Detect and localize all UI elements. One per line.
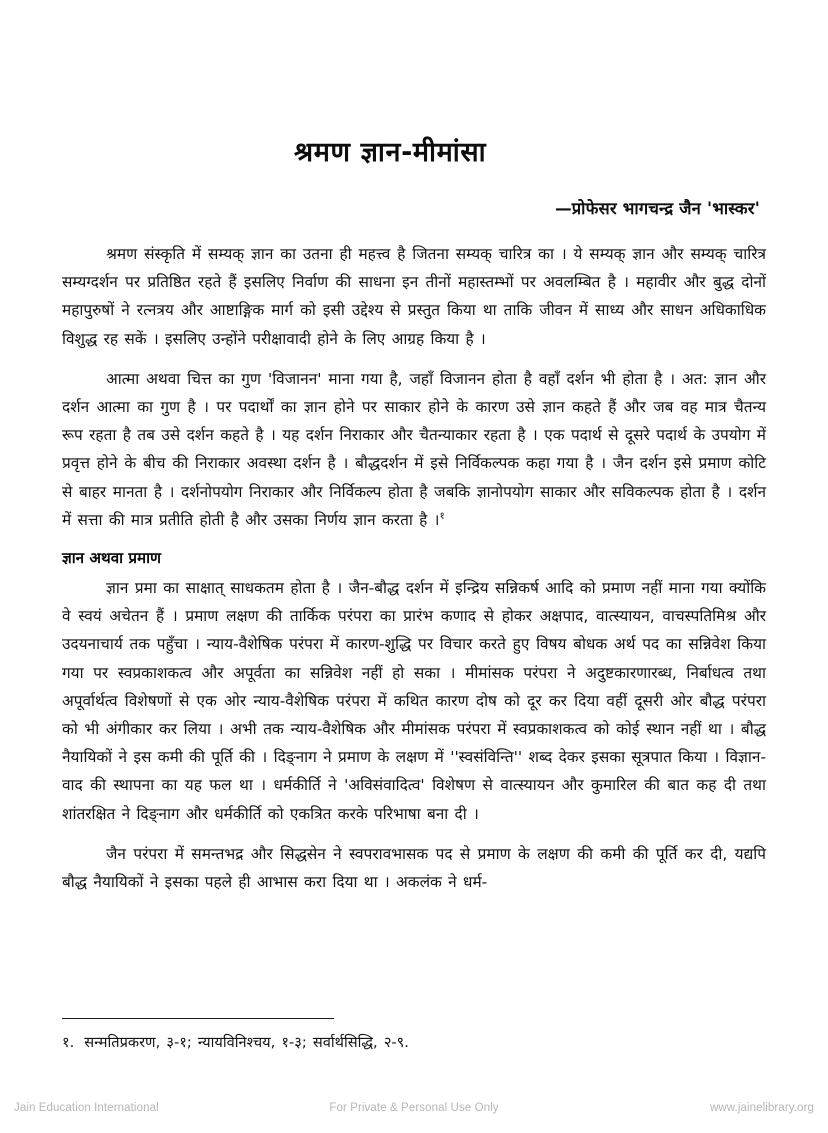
paragraph-3: ज्ञान प्रमा का साक्षात् साधकतम होता है । जैन-बौद्ध दर्शन में इन्द्रिय सन्निकर्ष आदि को प्रमाण नहीं माना गया क्योंकि वे स्वयं अचेतन हैं । प्रमाण लक्षण की तार्किक परंपरा का प्रारंभ कणाद से होकर अक्षपाद, वात्स्यायन, वाचस्पतिमिश्र और उदयनाचार्य तक पहुँचा । न्याय-वैशेषिक परंपरा में कारण-शुद्धि पर विचार करते हुए विषय बोधक अर्थ पद का सन्निवेश किया गया पर स्वप्रकाशकत्व और अपूर्वता का सन्निवेश नहीं हो सका । मीमांसक परंपरा ने अदुष्टकारणारब्ध, निर्बाधत्व तथा अपूर्वार्थत्व विशेषणों से एक ओर न्याय-वैशेषिक परंपरा में कथित कारण दोष को दूर कर दिया वहीं दूसरी ओर बौद्ध परंपरा को भी अंगीकार कर लिया । अभी तक न्याय-वैशेषिक और मीमांसक परंपरा में स्वप्रकाशकत्व को कोई स्थान नहीं था । बौद्ध नैयायिकों ने इस कमी की पूर्ति की । दिङ्नाग ने प्रमाण के लक्षण में ''स्वसंविन्ति'' शब्द देकर इसका सूत्रपात किया । विज्ञान-वाद की स्थापना का यह फल था । धर्मकीर्ति ने 'अविसंवादित्व' विशेषण से वात्स्यायन और कुमारिल की बात कह दी तथा शांतरक्षित ने दिङ्नाग और धर्मकीर्ति को एकत्रित करके परिभाषा बना दी । bbox=[62, 579, 766, 823]
footnote-citation: सन्मतिप्रकरण, ३-१; न्यायविनिश्चय, १-३; सर्वार्थसिद्धि, २-९. bbox=[84, 1034, 409, 1051]
section-heading-gyan-athva-praman: ज्ञान अथवा प्रमाण bbox=[62, 549, 161, 568]
page-footer bbox=[0, 1096, 828, 1120]
page-title: श्रमण ज्ञान-मीमांसा bbox=[294, 137, 487, 168]
paragraph-2-text: आत्मा अथवा चित्त का गुण 'विजानन' माना गया है, जहाँ विजानन होता है वहाँ दर्शन भी होता है । अत: ज्ञान और दर्शन आत्मा का गुण है । पर पदार्थों का ज्ञान होने पर साकार होने के कारण उसे ज्ञान कहते हैं और जब वह मात्र चैतन्य रूप रहता है तब उसे दर्शन कहते है । यह दर्शन निराकार और चैतन्याकार रहता है । एक पदार्थ से दूसरे पदार्थ के उपयोग में प्रवृत्त होने के बीच की निराकार अवस्था दर्शन है । बौद्धदर्शन में इसे निर्विकल्पक कहा गया है । जैन दर्शन इसे प्रमाण कोटि से बाहर मानता है । दर्शनोपयोग निराकार और निर्विकल्प होता है जबकि ज्ञानोपयोग साकार और सविकल्पक होता है । दर्शन में सत्ता की मात्र प्रतीति होती है और उसका निर्णय ज्ञान करता है । bbox=[62, 369, 767, 529]
footer-website-link[interactable]: www.jainelibrary.org bbox=[709, 1102, 814, 1114]
footnote-separator-rule bbox=[62, 1018, 334, 1019]
footer-usage-notice: For Private & Personal Use Only bbox=[329, 1102, 499, 1114]
title-block bbox=[62, 136, 766, 219]
footnote-1 bbox=[62, 1031, 766, 1055]
footer-organization: Jain Education International bbox=[14, 1102, 159, 1114]
paragraph-2 bbox=[62, 365, 766, 534]
paragraph-4: जैन परंपरा में समन्तभद्र और सिद्धसेन ने स्वपरावभासक पद से प्रमाण के लक्षण की कमी की पूर्ति कर दी, यद्यपि बौद्ध नैयायिकों ने इसका पहले ही आभास करा दिया था । अकलंक ने धर्म- bbox=[62, 844, 766, 892]
footnote-area bbox=[62, 1018, 766, 1055]
body-column bbox=[62, 240, 766, 908]
footnote-number: १. bbox=[62, 1034, 75, 1051]
author-byline: —प्रोफेसर भागचन्द्र जैन 'भास्कर' bbox=[555, 198, 760, 218]
paragraph-1: श्रमण संस्कृति में सम्यक् ज्ञान का उतना ही महत्त्व है जितना सम्यक् चारित्र का । ये सम्यक् ज्ञान और सम्यक् चारित्र सम्यग्दर्शन पर प्रतिष्ठित रहते हैं इसलिए निर्वाण की साधना इन तीनों महास्तम्भों पर अवलम्बित है । महावीर और बुद्ध दोनों महापुरुषों ने रत्नत्रय और आष्टाङ्गिक मार्ग को इसी उद्देश्य से प्रस्तुत किया था ताकि जीवन में साध्य और साधन अधिकाधिक विशुद्ध रह सकें । इसलिए उन्होंने परीक्षावादी होने के लिए आग्रह किया है । bbox=[62, 245, 766, 348]
footnote-reference-1: १ bbox=[439, 510, 445, 522]
